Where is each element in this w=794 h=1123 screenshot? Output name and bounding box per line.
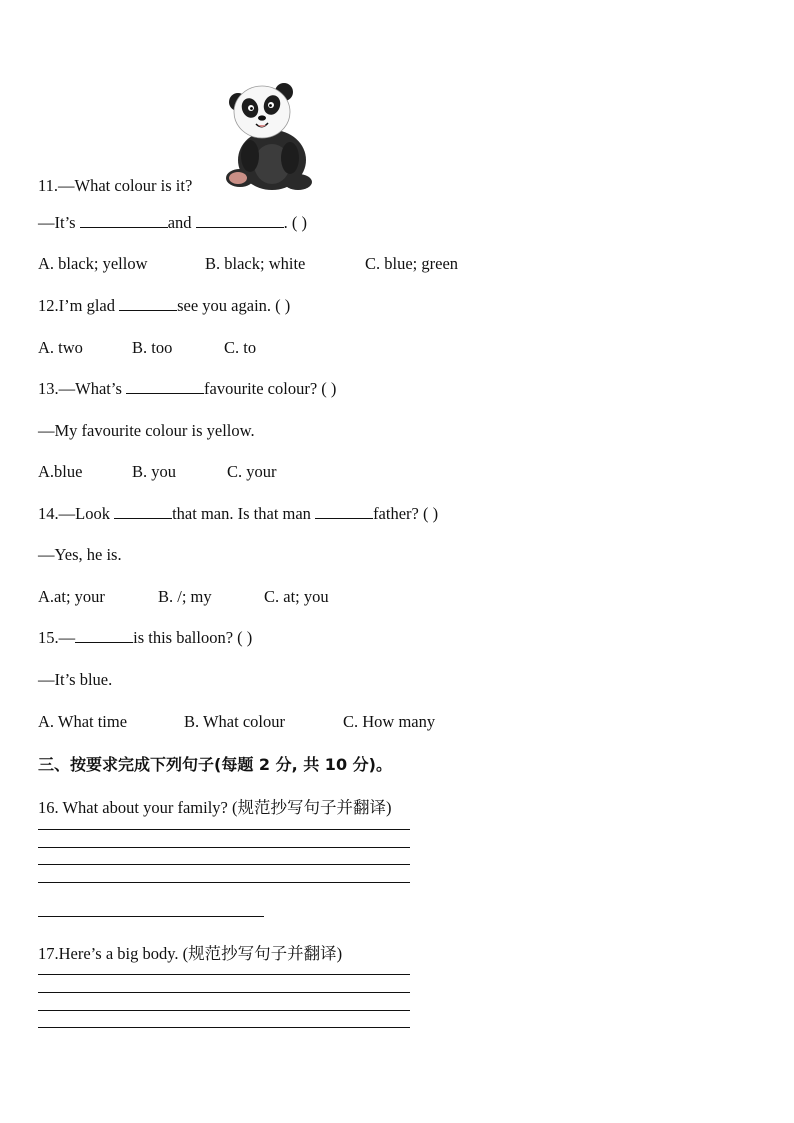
- q13-suffix: favourite colour? ( ): [204, 379, 337, 398]
- q13-options: [38, 462, 277, 482]
- q11-answer-line: [38, 213, 307, 233]
- q12-options: [38, 338, 256, 358]
- q12-option-c[interactable]: C. to: [224, 338, 257, 357]
- q14-option-c[interactable]: C. at; you: [264, 587, 329, 606]
- q14-suffix: father? ( ): [373, 504, 439, 523]
- q11-answer-mid: and: [167, 213, 196, 232]
- q16-writing-line-2[interactable]: [38, 847, 410, 848]
- q11-options: [38, 254, 458, 274]
- q15-option-a[interactable]: A. What time: [38, 712, 128, 731]
- q17-writing-line-4[interactable]: [38, 1027, 410, 1028]
- q16-question: 16. What about your family? (规范抄写句子并翻译): [38, 798, 392, 817]
- q12-suffix: see you again. ( ): [177, 296, 291, 315]
- q16-writing-line-3[interactable]: [38, 864, 410, 865]
- q13-answer: —My favourite colour is yellow.: [38, 421, 255, 440]
- q11-option-a[interactable]: A. black; yellow: [38, 254, 148, 273]
- q15-prefix: 15.—: [38, 628, 76, 647]
- q15-options: [38, 712, 435, 732]
- q14-option-b[interactable]: B. /; my: [158, 587, 212, 606]
- q17-writing-line-2[interactable]: [38, 992, 410, 993]
- q14-option-a[interactable]: A.at; your: [38, 587, 105, 606]
- q11-answer-end: . ( ): [283, 213, 308, 232]
- q13-option-a[interactable]: A.blue: [38, 462, 83, 481]
- q15-suffix: is this balloon? ( ): [133, 628, 253, 647]
- q13-option-b[interactable]: B. you: [132, 462, 177, 481]
- q13-blank[interactable]: [126, 379, 204, 394]
- q17-writing-line-3[interactable]: [38, 1010, 410, 1011]
- q14-blank-2[interactable]: [315, 504, 373, 519]
- q11-blank-1[interactable]: [80, 213, 168, 228]
- q15-blank[interactable]: [75, 628, 133, 643]
- q17-question: 17.Here’s a big body. (规范抄写句子并翻译): [38, 944, 343, 963]
- q12-prefix: 12.I’m glad: [38, 296, 120, 315]
- q16-translation-line[interactable]: [38, 916, 264, 917]
- q14-blank-1[interactable]: [114, 504, 172, 519]
- q15-question: [38, 628, 252, 648]
- q12-question: [38, 296, 290, 316]
- q17-writing-line-1[interactable]: [38, 974, 410, 975]
- section-3-heading: 三、按要求完成下列句子(每题 2 分, 共 10 分)。: [38, 755, 392, 774]
- q14-options: [38, 587, 329, 607]
- q14-answer: —Yes, he is.: [38, 545, 122, 564]
- q14-mid: that man. Is that man: [172, 504, 316, 523]
- q13-option-c[interactable]: C. your: [227, 462, 277, 481]
- q11-option-c[interactable]: C. blue; green: [365, 254, 459, 273]
- q13-prefix: 13.—What’s: [38, 379, 126, 398]
- q15-answer: —It’s blue.: [38, 670, 113, 689]
- q11-question: 11.—What colour is it?: [38, 176, 193, 195]
- q16-writing-line-1[interactable]: [38, 829, 410, 830]
- q11-answer-prefix: —It’s: [38, 213, 80, 232]
- q14-prefix: 14.—Look: [38, 504, 115, 523]
- q11-blank-2[interactable]: [196, 213, 284, 228]
- q11-option-b[interactable]: B. black; white: [205, 254, 306, 273]
- q14-question: [38, 504, 438, 524]
- q12-option-b[interactable]: B. too: [132, 338, 173, 357]
- q15-option-b[interactable]: B. What colour: [184, 712, 285, 731]
- q12-blank[interactable]: [119, 296, 177, 311]
- q15-option-c[interactable]: C. How many: [343, 712, 436, 731]
- q16-writing-line-4[interactable]: [38, 882, 410, 883]
- q13-question: [38, 379, 336, 399]
- panda-image: [220, 78, 316, 192]
- q12-option-a[interactable]: A. two: [38, 338, 83, 357]
